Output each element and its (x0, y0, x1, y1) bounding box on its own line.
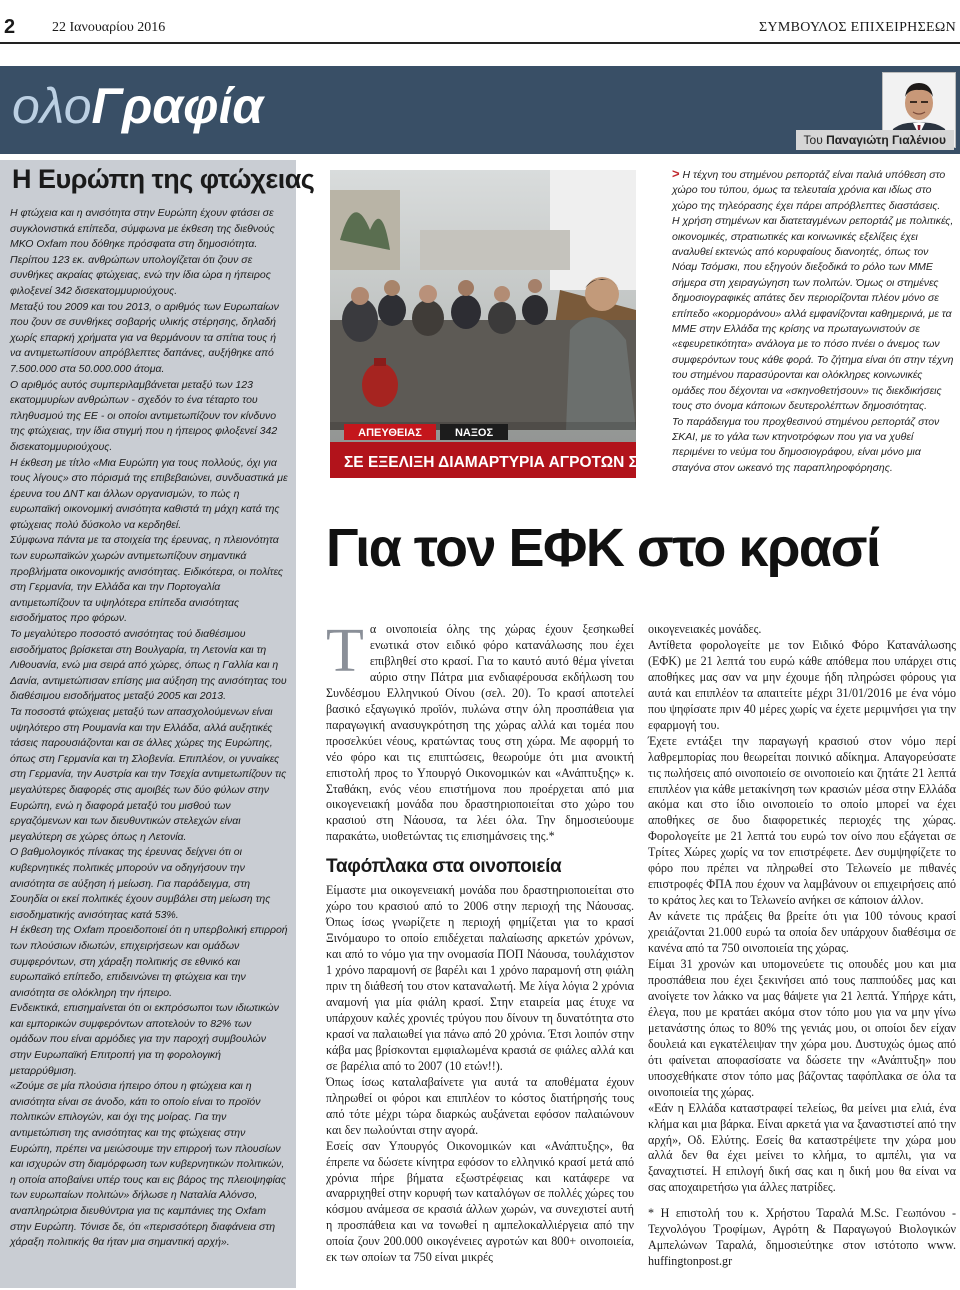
left-paragraph: Η έκθεση της Oxfam προειδοποιεί ότι η υπερβολική επιρροή των πλούσιων ιδιωτών, επιχειρήσεων και ομάδων συμφερόντων, στη χάραξη πολιτικής σε εθνικό και ευρωπαϊκό επίπεδο, επιδεινώνει τη φτώχεια και την ανισότητα σε ολόκληρη την ήπειρο. (10, 924, 288, 999)
live-label: ΑΠΕΥΘΕΙΑΣ (358, 427, 422, 439)
left-paragraph: Σύμφωνα πάντα με τα στοιχεία της έρευνας, η πλειονότητα των ευρωπαϊκών χωρών αντιμετωπίζουν σημαντικά προβλήματα οικονομικής ανισότητας. Ειδικότερα, οι πολίτες στη Γερμανία, την Ελλάδα και την Πορτογαλία αντιμετωπίζουν τα υψηλότερα επίπεδα ανισότητας εισοδήματος προ φόρων. (10, 534, 283, 625)
body-paragraph: Εσείς σαν Υπουργός Οικονομικών και «Ανάπτυξης», θα έπρεπε να δώσετε κίνητρα εφόσον το ελληνικό κρασί μετά από χρόνια πήρε βήματα εξωστρέφειας και κατάφερε να αναρριχηθεί στην κορυφή των καταλόγων σε πολλές χώρες του κόσμου ανάμεσα σε κρασιά άλλων χωρών, να συνεχιστεί αυτή η προσπάθεια και να τονωθεί η αμπελοκαλλιέργεια από την οποία ζουν 200.000 οικογένειες αγροτών και 800+ οινοποιεία, εκ των οποίων τα 750 είναι μικρές (326, 1138, 634, 1265)
drop-cap: Τ (326, 617, 364, 685)
publication-name: ΣΥΜΒΟΥΛΟΣ ΕΠΙΧΕΙΡΗΣΕΩΝ (759, 20, 956, 35)
section-subhead: Ταφόπλακα στα οινοποιεία (326, 856, 562, 878)
sidebar-paragraph: Το παράδειγμα του προχθεσινού στημένου ρεπορτάζ στον ΣΚΑΙ, με το γάλα των κτηνοτρόφων που για να χυθεί περιμένει το νεύμα του δημοσιογράφου, είναι μόνο μια σταγόνα στον ωκεανό της παραπληροφόρησης. (672, 415, 940, 474)
sidebar-text: Η τέχνη του στημένου ρεπορτάζ είναι παλιά υπόθεση στο χώρο του τύπου, όμως τα τελευταία χρόνια και ιδίως στο χώρο της τηλεόρασης έχει πάρει απρόβλεπτες διαστάσεις. (672, 169, 946, 212)
left-paragraph: Η έκθεση με τίτλο «Μια Ευρώπη για τους πολλούς, όχι για τους λίγους» στο πόρισμά της επιβεβαιώνει, συνδυαστικά με έρευνα του ΔΝΤ και άλλων οργανισμών, το πώς η ευρωπαϊκή οικονομική ανισότητα καθιστά τη μάχη κατά της φτώχειας πολύ δύσκολο να κερδηθεί. (10, 456, 288, 531)
sidebar-paragraph (672, 166, 956, 214)
news-screenshot (330, 170, 678, 478)
column-title-prefix: ολο (12, 78, 92, 134)
main-article-column-1 (326, 617, 634, 1266)
left-article-title: Η Ευρώπη της φτώχειας (12, 164, 315, 194)
column-title-main: Γραφία (91, 78, 264, 134)
left-article-body (10, 206, 288, 1251)
left-paragraph: Τα ποσοστά φτώχειας μεταξύ των απασχολούμενων είναι υψηλότερο στη Ρουμανία και την Ελλάδα, αλλά αυξητικές τάσεις παρουσιάζονται και σε άλλες χώρες της Ευρώπης, όπως στη Γερμανία και τη Σλοβενία. Επιπλέον, οι γυναίκες στη Γερμανία, την Αυστρία και την Τσεχία αντιμετωπίζουν τις μεγαλύτερες διαφορές στις αμοιβές των δύο φύλων στην Ευρώπη, ενώ η διαφορά μεταξύ του μισθού των εργαζόμενων και των διευθυντικών στελεχών είναι μεγαλύτερη σε χώρες όπως η Λετονία. (10, 706, 287, 843)
left-paragraph: Το μεγαλύτερο ποσοστό ανισότητας τού διαθέσιμου εισοδήματος βρίσκεται στη Βουλγαρία, τη Λετονία και τη Λιθουανία, ενώ μια σειρά από χώρες, όπως η Γαλλία και η Δανία, αντιμετώπισαν επίσης μια αύξηση της ανισότητας του διαθέσιμου εισοδήματος μεταξύ 2005 και 2013. (10, 628, 287, 703)
body-paragraph: Όπως ίσως καταλαβαίνετε για αυτά τα αποθέματα έχουν πληρωθεί οι φόροι και επιπλέον το κόστος διατήρησής τους από τότε μέχρι τώρα διαρκώς αυξάνεται εφόσον παλαιώνουν και δεν πωλούνται στην αγορά. (326, 1074, 634, 1137)
body-paragraph: «Εάν η Ελλάδα καταστραφεί τελείως, θα μείνει μια ελιά, ένα κλήμα και μια βάρκα. Είναι αρκετά για να ξαναστιστεί από την αρχή», Οδ. Ελύτης. Εσείς θα καταστρέψετε την χώρα μου αλλά δεν θα έχει μείνει το κλήμα, το αμπέλι, για να ξαναχτιστεί. Η επιλογή δική σας και η δική μου θα είναι να σας αποχαιρετήσω για άλλες πατρίδες. (648, 1100, 956, 1195)
intro-paragraph (326, 617, 634, 845)
issue-date: 22 Ιανουαρίου 2016 (52, 20, 166, 35)
body-paragraph: Είμαι 31 χρονών και υπομονεύετε τις οπουδές μου και μια προσπάθεια που έχει ξεκινήσει από τους παππούδες μας και ανοίγετε τον λάκκο να μας θάψετε για 21 λεπτά. Υπήρχε κάτι, έλεγα, που με κρατάει ακόμα στον τόπο μου για να μην γίνω μετανάστης όπως το 80% της γενιάς μου, οι οποίοι δεν είχαν δουλειά και εγκατέλειψαν την χώρα μου. Δυστυχώς όμως από ότι φαίνεται αποφασίσατε να δώσετε την «Ανάπτυξη» που υποσχεθήκατε στον τόπο μας βάζοντας ταφόπλακα σε όλα τα οινοποιεία της χώρας. (648, 957, 956, 1099)
chevron-right-icon: > (672, 166, 680, 181)
byline-author: Παναγιώτη Γιαλένιου (826, 133, 946, 147)
column-title (12, 74, 263, 138)
page-number: 2 (4, 16, 16, 38)
left-paragraph: Μεταξύ του 2009 και του 2013, ο αριθμός των Ευρωπαίων που ζουν σε συνθήκες σοβαρής υλικής στέρησης, δηλαδή χωρίς επαρκή χρήματα για να θερμάνουν τα σπίτια τους ή να αντιμετωπίσουν απρόβλεπτες δαπάνες, αυξήθηκε από 7.500.000 στα 50.000.000 άτομα. (10, 300, 279, 375)
byline-prefix: Του (803, 133, 823, 147)
left-paragraph: Η φτώχεια και η ανισότητα στην Ευρώπη έχουν φτάσει σε συγκλονιστικά επίπεδα, σύμφωνα με έκθεση της διεθνούς ΜΚΟ Oxfam που δόθηκε πρόσφατα στη δημοσιότητα. Περίπου 123 εκ. ανθρώπων υπολογίζεται ότι ζουν σε συνθήκες ακραίας φτώχειας, ενώ την ίδια ώρα η ήπειρος φιλοξενεί 342 δισεκατομμυριούχους. (10, 207, 275, 297)
main-article-column-2 (648, 622, 956, 1270)
left-paragraph: «Ζούμε σε μία πλούσια ήπειρο όπου η φτώχεια και η ανισότητα είναι σε άνοδο, κάτι το οποίο είναι το προϊόν πολιτικών επιλογών, και όχι της μοίρας. Για την αντιμετώπιση της ανισότητας και της φτώχειας στην Ευρώπη, πρέπει να μειώσουμε την επιρροή των πλουσίων και ισχυρών στη διαμόρφωση των κυβερνητικών πολιτικών, η οποία αποβαίνει υπέρ τους και εις βάρος της πλειοψηφίας των ευρωπαίων πολιτών» δήλωσε η Ναταλία Αλόνσο, αναπληρώτρια διευθύντρια για τις καμπάνιες της Oxfam στην Ευρώπη. Τόνισε δε, ότι «περισσότερη διαφάνεια στη χάραξη πολιτικής θα ήταν μια σημαντική αρχή». (10, 1080, 287, 1249)
body-paragraph: Αντίθετα φορολογείτε με τον Ειδικό Φόρο Κατανάλωσης (ΕΦΚ) με 21 λεπτά του ευρώ κάθε απόθεμα που υπάρχει στις αποθήκες μας σαν να μην έχουμε ήδη πληρώσει φόρους για αυτά και επιπλέον τα απαιτείτε μέχρι 31/01/2016 με ένα νόμο που ψηφίσατε πριν 40 μέρες χωρίς να έχετε μεριμνήσει για την εφαρμογή του. (648, 637, 956, 732)
main-headline: Για τον ΕΦΚ στο κρασί (326, 518, 880, 578)
header-rule (0, 42, 960, 44)
author-byline (796, 130, 954, 150)
left-paragraph: Ο βαθμολογικός πίνακας της έρευνας δείχνει ότι οι κυβερνητικές πολιτικές μπορούν να οδηγήσουν την ανισότητα σε αύξηση ή μείωση. Για παράδειγμα, στη Σουηδία οι εκεί πολιτικές έχουν συμβάλει στη μείωση της εισοδηματικής ανισότητας κατά 53%. (10, 846, 271, 921)
body-paragraph: Αν κάνετε τις πράξεις θα βρείτε ότι για 100 τόνους κρασί χρειάζονται 21.000 ευρώ τα οποία δεν υπάρχουν διαθέσιμα σε κανένα από τα 750 οινοποιεία της χώρας. (648, 909, 956, 956)
body-paragraph: οικογενειακές μονάδες. (648, 622, 762, 636)
left-paragraph: Ενδεικτικά, επισημαίνεται ότι οι εκπρόσωποι των ιδιωτικών και εμπορικών συμφερόντων αποτελούν το 82% των ομάδων που είναι αρμόδιες για την παροχή συμβουλών στην Ευρωπαϊκή Επιτροπή για τη φορολογική μεταρρύθμιση. (10, 1002, 279, 1077)
ticker-text: ΣΕ ΕΞΕΛΙΞΗ ΔΙΑΜΑΡΤΥΡΙΑ ΑΓΡΟΤΩΝ ΣΤΟ ΛΙ (344, 454, 678, 471)
body-paragraph: Είμαστε μια οικογενειακή μονάδα που δραστηριοποιείται στο χώρο του κρασιού από το 2006 στην περιοχή της Νάουσας. Όπως ίσως γνωρίζετε η περιοχή φημίζεται για το κρασί Ξινόμαυρο το οποίο επιδέχεται παλαίωσης αρκετών χρόνων, και από το νόμο για την ονομασία ΠΟΠ Νάουσα, τουλάχιστον 1 χρόνο παραμονή σε βαρέλι και 1 χρόνο παραμονή στη φιάλη πριν τη διάθεσή του στον καταναλωτή. Με λίγα λόγια 2 χρόνια αναμονή για μία φιάλη κρασί. Στην εταιρεία μας έτυχε να υπάρχουν καλές χρονιές τρύγου που δίνουν τη δυνατότητα στο κρασί να παλαιωθεί για πάνω από 20 χρόνια. Έτσι λοιπόν στην κάβα μας βρίσκονται εμφιαλωμένα κρασιά σε φιάλες αλλά και σε βαρέλια από το 2007 (10 ετών!!). (326, 883, 634, 1073)
article-footnote: * Η επιστολή του κ. Χρήστου Ταραλά M.Sc. Γεωπόνου - Τεχνολόγου Τροφίμων, Αγρότη & Παραγωγού Βιολογικών Αμπελώνων Ταραλά, δημοσιεύτηκε στον ιστότοπο www. huffingtonpost.gr (648, 1206, 956, 1269)
intro-text: α οινοποιεία όλης της χώρας έχουν ξεσηκωθεί ενωτικά στον ειδικό φόρο κατανάλωσης που έχει επιβληθεί στο κρασί. Για το καυτό αυτό θέμα γίνεται αύριο στην Πάτρα μια ενδιαφέρουσα εκδήλωση του Συνδέσμου Ελληνικού Οίνου (σελ. 20). Το κρασί αποτελεί βασικό εξαγωγικό προϊόν, πυλώνα στην όλη προσπάθεια για παραγωγική ανασυγκρότηση της χώρας αλλά και τομέα που προσελκύει νέους, κρατώντας τους στη χώρα. Με αφορμή το νέο φόρο και τις επιπτώσεις, θεωρούμε ότι μια ανοικτή επιστολή προς το Υπουργό Οικονομικών και «Ανάπτυξης» κ. Σταθάκη, ενός νέου επιστήμονα που προέρχεται από μια οικογενειακή μονάδα που δραστηριοποιείται στο χώρο του κρασιού στη Νάουσα, τα λέει όλα. Την δημοσιεύουμε παρακάτω, υιοθετώντας τις επισημάνσεις της.* (326, 622, 634, 844)
sidebar-paragraph: Η χρήση στημένων και διατεταγμένων ρεπορτάζ με πολιτικές, οικονομικές, στρατιωτικές και κοινωνικές εξελίξεις έχει αναλυθεί εκτενώς από κορυφαίους διανοητές, όπως τον Νόαμ Τσόμσκι, που εξηγούν διεξοδικά το ρόλο των ΜΜΕ σήμερα στη χειραγώγηση των πολιτών. Όμως οι στημένες δημοσιογραφικές απάτες δεν περιορίζονται πλέον μόνο σε επίπεδο «κορμοράνου» αλλά εμφανίζονται καθημερινά, με τα ΜΜΕ στην Ελλάδα της κρίσης να πρωταγωνιστούν σε «εφευρετικότητα» ανάλογα με το πόσο πνέει ο άνεμος των συμφερόντων τους κάθε φορά. Το ζήτημα είναι ότι στην τέχνη του στημένου παρασύρονται και ολόκληρες κοινωνικές ομάδες που δέχονται να «σκηνοθετήσουν» τις διεκδικήσεις τους στο όνομα κάποιων δευτερολέπτων δημοσιότητας. (672, 215, 954, 413)
news-scene (330, 170, 678, 478)
sidebar-commentary (672, 166, 956, 476)
body-paragraph: Έχετε εντάξει την παραγωγή κρασιού στον νόμο περί λαθρεμπορίας που θεωρείται ποινικό αδίκημα. Απαγορεύσατε τις πωλήσεις από οινοποιείο σε οινοποιείο και ζητάτε 21 λεπτά επιπλέον για κάθε μετακίνηση των κρασιών μέσα στην Ελλάδα ακόμα και στο ίδιο οινοποιείο το οποίο μπορεί να έχει αποθήκες σε δυο διαφορετικές περιοχές της χώρας. Φορολογείτε με 21 λεπτά του ευρώ τον οίνο που εξάγεται σε Τρίτες Χώρες χωρίς να τον επιστρέφετε. Δεν συμψηφίζετε το φόρο που πρέπει να πληρωθεί στο Τελωνείο με πιθανές επιστροφές ΦΠΑ που έχουν να λαμβάνουν οι επιχειρήσεις από το κράτος λες και το Τελωνείο ανήκει σε κάποιον άλλον. (648, 733, 956, 908)
location-label: ΝΑΞΟΣ (454, 427, 494, 439)
left-paragraph: Ο αριθμός αυτός συμπεριλαμβάνεται μεταξύ των 123 εκατομμυρίων ανθρώπων - σχεδόν το ένα τέταρτο του πληθυσμού της ΕΕ - οι οποίοι αντιμετωπίζουν τον κίνδυνο της φτώχειας, την ίδια στιγμή που η ήπειρος φιλοξενεί 342 δισεκατομμυριούχους. (10, 378, 278, 453)
page-header (0, 0, 960, 46)
